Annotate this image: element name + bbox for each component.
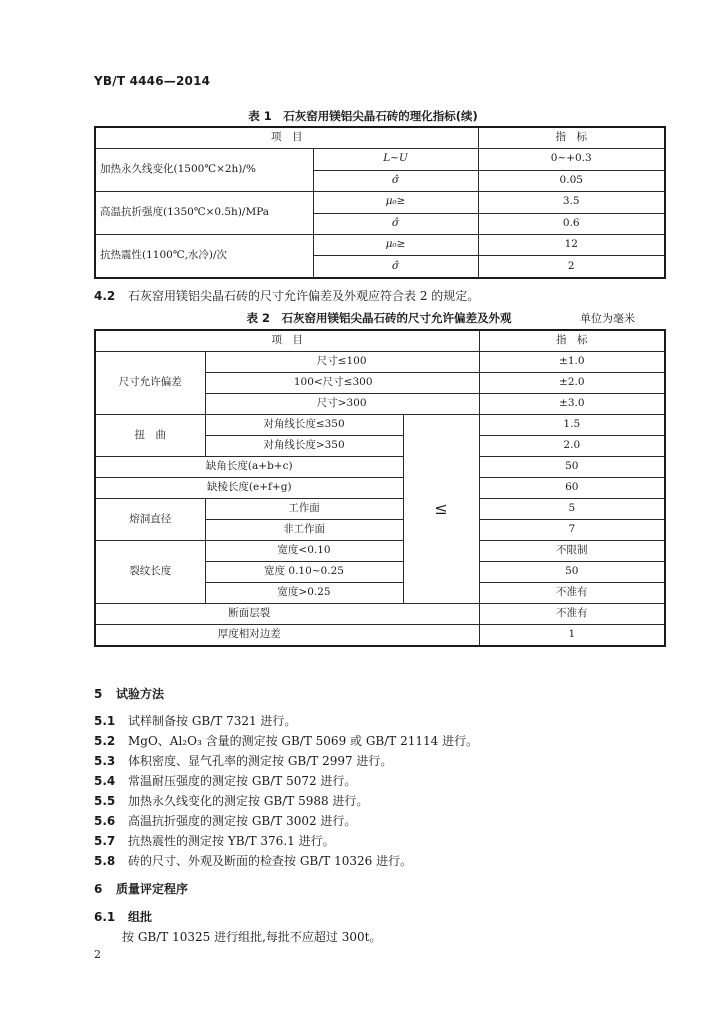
section-title: 试验方法 [116, 687, 165, 701]
clause-number: 5.7 [94, 834, 116, 848]
size-row-label: 尺寸>300 [205, 394, 479, 415]
clause-number: 5.3 [94, 754, 116, 768]
clause-5-5 [94, 792, 368, 809]
table1-value: 2 [478, 256, 665, 278]
clause-text: 体积密度、显气孔率的测定按 GB/T 2997 进行。 [128, 754, 393, 768]
clause-5-6 [94, 812, 356, 829]
clause-title: 组批 [128, 910, 153, 924]
clause-4-2 [94, 287, 479, 304]
crack-row-label: 宽度>0.25 [205, 583, 403, 604]
clause-5-2 [94, 732, 478, 749]
size-row-label: 尺寸≤100 [205, 352, 479, 373]
crack-group-label: 裂纹长度 [95, 541, 205, 604]
hole-row-label: 工作面 [205, 499, 403, 520]
table1-value: 12 [478, 235, 665, 256]
table1-caption: 表 1 石灰窑用镁铝尖晶石砖的理化指标(续) [248, 109, 478, 123]
section-6-heading [94, 880, 188, 897]
size-row-label: 100<尺寸≤300 [205, 373, 479, 394]
table1 [94, 126, 666, 279]
hole-group-label: 熔洞直径 [95, 499, 205, 541]
standard-code: YB/T 4446—2014 [94, 74, 211, 88]
corner-value: 50 [479, 457, 665, 478]
clause-number: 5.6 [94, 814, 116, 828]
clause-text: 试样制备按 GB/T 7321 进行。 [128, 714, 297, 728]
crack-row-value: 不准有 [479, 583, 665, 604]
clause-number: 5.1 [94, 714, 116, 728]
clause-text: 加热永久线变化的测定按 GB/T 5988 进行。 [128, 794, 369, 808]
table2-head-item: 项 目 [95, 330, 479, 352]
crack-row-label: 宽度<0.10 [205, 541, 403, 562]
table1-value: 3.5 [478, 192, 665, 214]
table1-value: 0.6 [478, 213, 665, 235]
size-group-label: 尺寸允许偏差 [95, 352, 205, 415]
less-equal-symbol: ≤ [403, 415, 479, 604]
size-row-value: ±1.0 [479, 352, 665, 373]
hole-row-label: 非工作面 [205, 520, 403, 541]
clause-5-8 [94, 852, 412, 869]
twist-row-label: 对角线长度≤350 [205, 415, 403, 436]
size-row-value: ±2.0 [479, 373, 665, 394]
crack-row-value: 50 [479, 562, 665, 583]
thickness-value: 1 [479, 625, 665, 647]
table1-value: 0~+0.3 [478, 149, 665, 171]
table1-sub: σ̂ [313, 170, 478, 192]
table1-head-value: 指 标 [478, 127, 665, 149]
table1-sub: μ₀≥ [313, 235, 478, 256]
section-title: 质量评定程序 [116, 882, 189, 896]
clause-6-1-heading [94, 908, 152, 925]
twist-row-value: 2.0 [479, 436, 665, 457]
edge-value: 60 [479, 478, 665, 499]
thickness-label: 厚度相对边差 [95, 625, 479, 647]
clause-number: 5.2 [94, 734, 116, 748]
twist-row-label: 对角线长度>350 [205, 436, 403, 457]
section-number: 5 [94, 687, 103, 701]
hole-row-value: 7 [479, 520, 665, 541]
clause-number: 5.4 [94, 774, 116, 788]
crack-row-label: 宽度 0.10~0.25 [205, 562, 403, 583]
clause-5-7 [94, 832, 335, 849]
table1-item: 加热永久线变化(1500℃×2h)/% [95, 149, 313, 192]
unit-note: 单位为毫米 [580, 312, 635, 325]
clause-number: 6.1 [94, 910, 116, 924]
clause-5-1 [94, 712, 296, 729]
section-number: 6 [94, 882, 103, 896]
layer-label: 断面层裂 [95, 604, 479, 625]
section-5-heading [94, 685, 164, 702]
hole-row-value: 5 [479, 499, 665, 520]
clause-text: 高温抗折强度的测定按 GB/T 3002 进行。 [128, 814, 357, 828]
table1-head-item: 项 目 [95, 127, 478, 149]
clause-text: 砖的尺寸、外观及断面的检查按 GB/T 10326 进行。 [128, 854, 413, 868]
clause-number: 5.8 [94, 854, 116, 868]
layer-value: 不准有 [479, 604, 665, 625]
table1-item: 高温抗折强度(1350℃×0.5h)/MPa [95, 192, 313, 235]
corner-label: 缺角长度(a+b+c) [95, 457, 403, 478]
clause-number: 4.2 [94, 289, 116, 303]
table2 [94, 329, 666, 647]
table1-sub: σ̂ [313, 213, 478, 235]
table2-head-value: 指 标 [479, 330, 665, 352]
clause-number: 5.5 [94, 794, 116, 808]
table1-item: 抗热震性(1100℃,水冷)/次 [95, 235, 313, 279]
table1-sub: σ̂ [313, 256, 478, 278]
clause-text: MgO、Al₂O₃ 含量的测定按 GB/T 5069 或 GB/T 21114 进行。 [128, 734, 479, 748]
edge-label: 缺棱长度(e+f+g) [95, 478, 403, 499]
table1-sub: L~U [313, 149, 478, 171]
twist-group-label: 扭 曲 [95, 415, 205, 457]
twist-row-value: 1.5 [479, 415, 665, 436]
crack-row-value: 不限制 [479, 541, 665, 562]
size-row-value: ±3.0 [479, 394, 665, 415]
clause-5-4 [94, 772, 356, 789]
page-number: 2 [94, 948, 101, 961]
table1-value: 0.05 [478, 170, 665, 192]
table2-caption: 表 2 石灰窑用镁铝尖晶石砖的尺寸允许偏差及外观 [246, 311, 512, 325]
table1-sub: μ₀≥ [313, 192, 478, 214]
clause-text: 抗热震性的测定按 YB/T 376.1 进行。 [128, 834, 335, 848]
clause-5-3 [94, 752, 392, 769]
clause-text: 常温耐压强度的测定按 GB/T 5072 进行。 [128, 774, 357, 788]
clause-text: 石灰窑用镁铝尖晶石砖的尺寸允许偏差及外观应符合表 2 的规定。 [128, 289, 480, 303]
clause-6-1-text: 按 GB/T 10325 进行组批,每批不应超过 300t。 [122, 930, 382, 944]
